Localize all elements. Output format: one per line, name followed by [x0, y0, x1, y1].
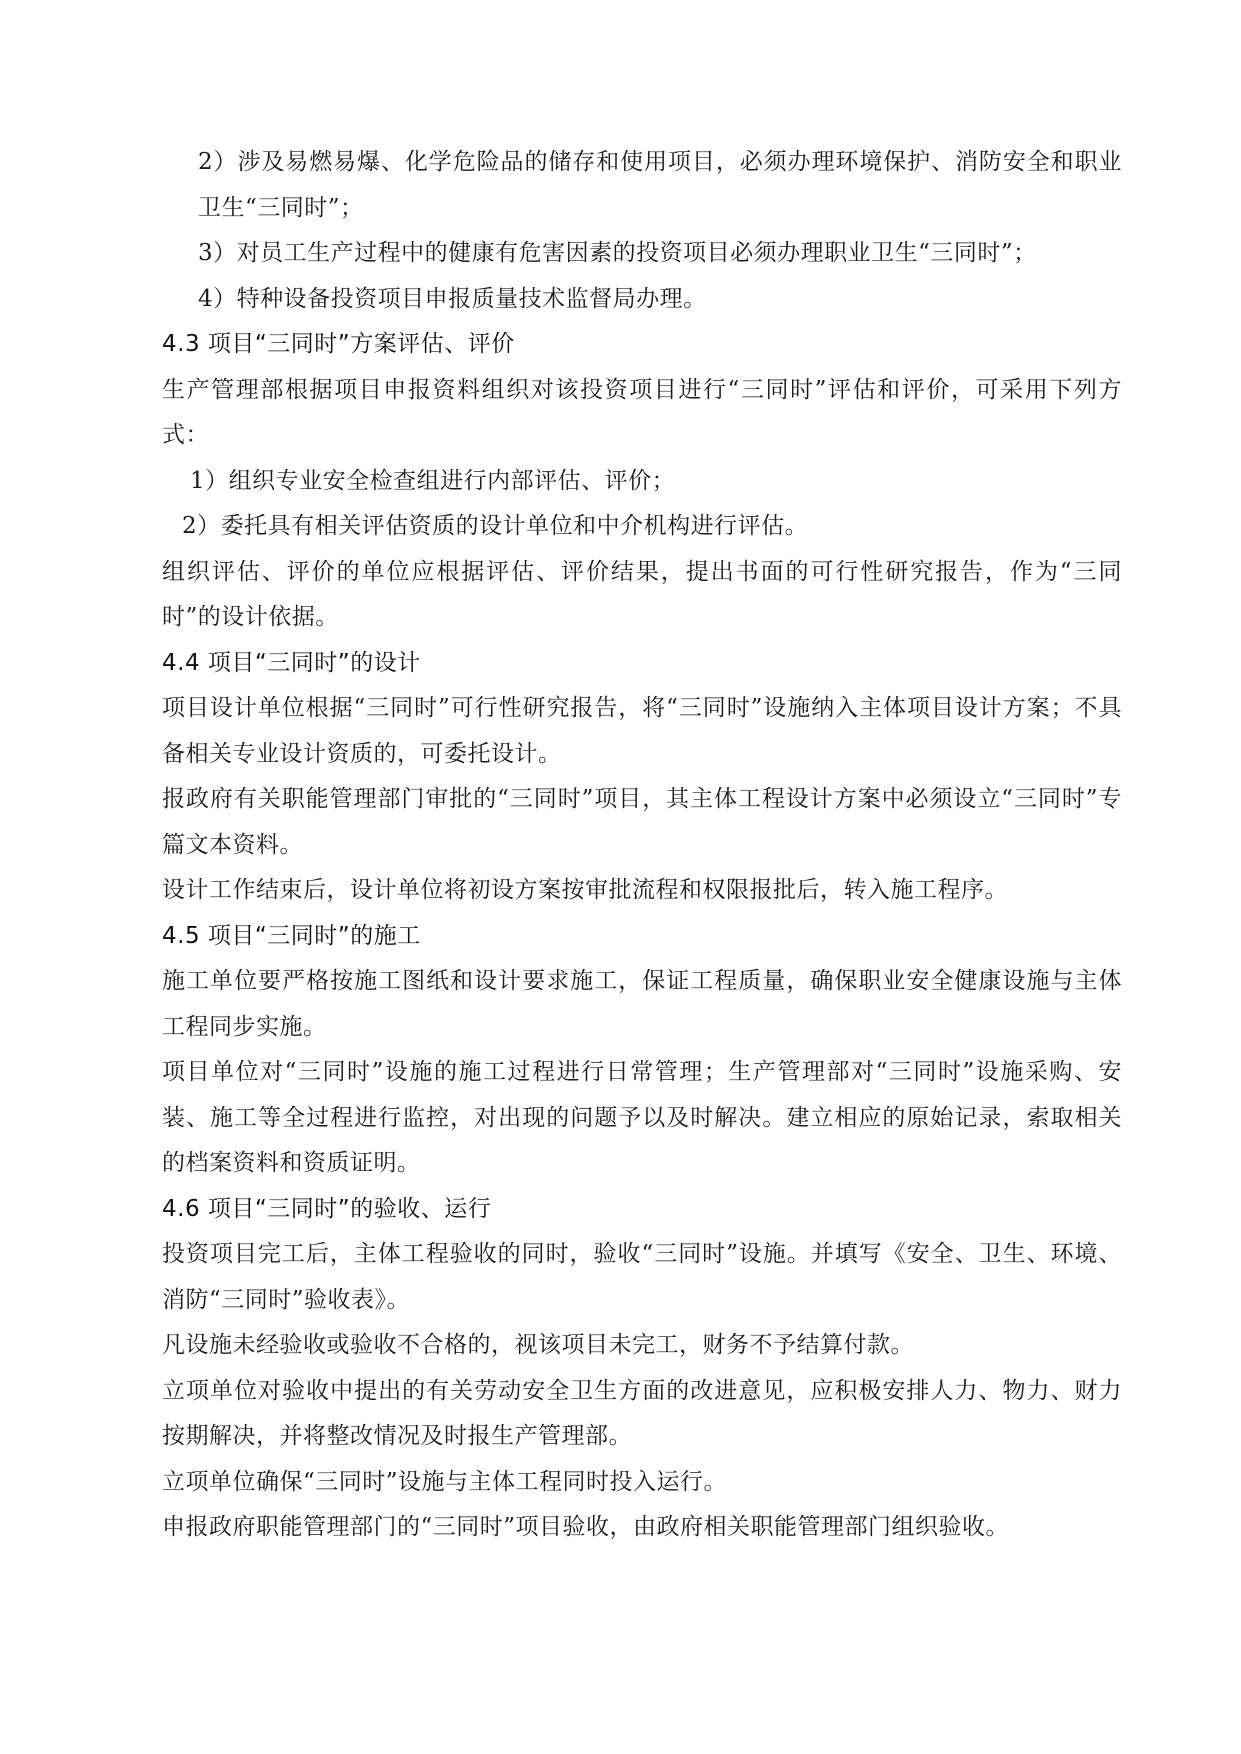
list-item: 3）对员工生产过程中的健康有危害因素的投资项目必须办理职业卫生“三同时”； — [198, 240, 1037, 266]
section-heading: 4.3 项目“三同时”方案评估、评价 — [162, 331, 515, 357]
paragraph: 组织评估、评价的单位应根据评估、评价结果，提出书面的可行性研究报告，作为“三同时”的设计依据。 — [162, 558, 1122, 630]
paragraph: 投资项目完工后，主体工程验收的同时，验收“三同时”设施。并填写《安全、卫生、环境、消防“三同时”验收表》。 — [162, 1241, 1122, 1313]
paragraph: 项目设计单位根据“三同时”可行性研究报告，将“三同时”设施纳入主体项目设计方案；不具备相关专业设计资质的，可委托设计。 — [162, 695, 1122, 767]
paragraph: 设计工作结束后，设计单位将初设方案按审批流程和权限报批后，转入施工程序。 — [162, 877, 1008, 903]
section-heading: 4.6 项目“三同时”的验收、运行 — [162, 1195, 492, 1222]
paragraph: 项目单位对“三同时”设施的施工过程进行日常管理；生产管理部对“三同时”设施采购、安装、施工等全过程进行监控，对出现的问题予以及时解决。建立相应的原始记录，索取相关的档案资料和资质证明。 — [162, 1059, 1122, 1176]
section-heading: 4.4 项目“三同时”的设计 — [162, 649, 421, 676]
paragraph: 立项单位确保“三同时”设施与主体工程同时投入运行。 — [162, 1468, 728, 1495]
paragraph: 申报政府职能管理部门的“三同时”项目验收，由政府相关职能管理部门组织验收。 — [162, 1514, 1010, 1540]
list-item: 1）组织专业安全检查组进行内部评估、评价； — [190, 467, 676, 494]
document-body — [162, 140, 1122, 1551]
paragraph: 生产管理部根据项目申报资料组织对该投资项目进行“三同时”评估和评价，可采用下列方式： — [162, 376, 1122, 448]
list-item: 4）特种设备投资项目申报质量技术监督局办理。 — [198, 285, 707, 312]
list-item: 2）涉及易燃易爆、化学危险品的储存和使用项目，必须办理环境保护、消防安全和职业卫生“三同时”； — [198, 149, 1122, 221]
paragraph: 报政府有关职能管理部门审批的“三同时”项目，其主体工程设计方案中必须设立“三同时”专篇文本资料。 — [162, 786, 1122, 858]
paragraph: 立项单位对验收中提出的有关劳动安全卫生方面的改进意见，应积极安排人力、物力、财力按期解决，并将整改情况及时报生产管理部。 — [162, 1377, 1122, 1449]
paragraph: 施工单位要严格按施工图纸和设计要求施工，保证工程质量，确保职业安全健康设施与主体工程同步实施。 — [162, 968, 1122, 1040]
paragraph: 凡设施未经验收或验收不合格的，视该项目未完工，财务不予结算付款。 — [162, 1332, 914, 1358]
list-item: 2）委托具有相关评估资质的设计单位和中介机构进行评估。 — [182, 513, 809, 539]
section-heading: 4.5 项目“三同时”的施工 — [162, 922, 421, 949]
